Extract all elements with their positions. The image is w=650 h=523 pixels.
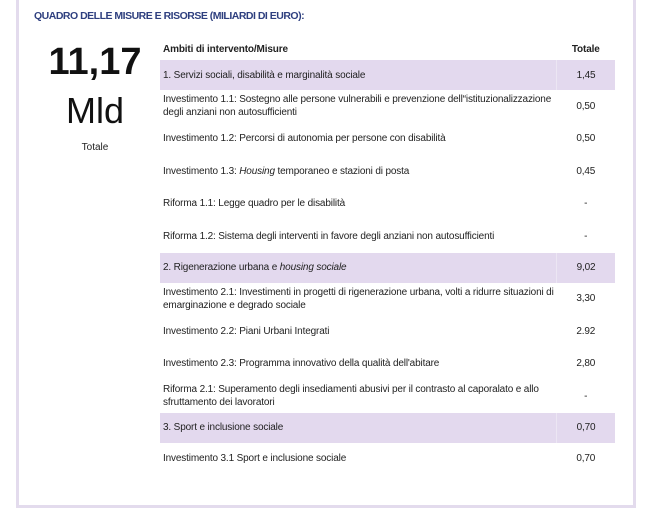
row-total: 0,70 [557,413,616,443]
row-text: Investimento 1.1: Sostegno alle persone vulnerabili e prevenzione dell“istituzionalizzazione degli anziani non autosufficienti [163,94,552,119]
row-total: 1,45 [557,60,616,90]
row-total: 0,50 [576,133,596,145]
measures-table [160,38,615,475]
row-text: Riforma 2.1: Superamento degli insediamenti abusivi per il contrasto al caporalato e allo sfruttamento dei lavoratori [163,384,539,409]
table-row [160,123,615,156]
row-text: Riforma 1.2: Sistema degli interventi in favore degli anziani non autosufficienti [163,230,495,242]
table-row-category [160,413,615,443]
table-row [160,443,615,476]
total-unit: Mld [65,90,124,131]
header-total: Totale [571,43,600,55]
row-total: - [584,230,588,242]
row-text: Riforma 1.1: Legge quadro per le disabilità [163,198,345,210]
row-text [160,155,557,188]
row-total: - [584,390,588,402]
row-text: Investimento 2.3: Programma innovativo della qualità dell'abitare [163,358,440,370]
row-text-italic: Housing [239,165,275,177]
header-measures: Ambiti di intervento/Misure [163,43,288,55]
row-total: - [584,198,588,210]
row-total: 2.92 [576,325,596,337]
row-text: 1. Servizi sociali, disabilità e marginalità sociale [160,60,557,90]
row-total: 0,45 [576,165,596,177]
table-row [160,155,615,188]
table-row [160,188,615,221]
row-text: Investimento 1.2: Percorsi di autonomia per persone con disabilità [163,133,446,145]
row-total: 3,30 [576,293,596,305]
row-text [160,253,557,283]
row-text: Investimento 2.1: Investimenti in progetti di rigenerazione urbana, volti a ridurre situazioni di emarginazione e degrado sociale [163,286,554,311]
table-row [160,380,615,413]
table-row [160,283,615,316]
row-text-prefix: Investimento 1.3: [163,165,240,177]
table-row [160,315,615,348]
row-text: 3. Sport e inclusione sociale [160,413,557,443]
row-total: 0,50 [576,100,596,112]
row-text: Investimento 3.1 Sport e inclusione sociale [163,453,347,465]
total-value: 11,17 [48,41,142,83]
row-text-suffix: temporaneo e stazioni di posta [274,165,410,177]
row-text: Investimento 2.2: Piani Urbani Integrati [163,325,330,337]
total-summary [30,40,160,153]
table-row [160,348,615,381]
row-total: 0,70 [576,453,596,465]
table-row-category [160,253,615,283]
row-total: 9,02 [557,253,616,283]
table-row [160,220,615,253]
table-row-category [160,60,615,90]
table-header-row [160,38,615,60]
table-row [160,90,615,123]
section-title: QUADRO DELLE MISURE E RISORSE (MILIARDI DI EURO): [34,10,305,22]
total-label: Totale [81,142,109,153]
row-total: 2,80 [576,358,596,370]
row-text-prefix: 2. Rigenerazione urbana e [163,262,280,273]
row-text-italic: housing sociale [279,262,347,273]
